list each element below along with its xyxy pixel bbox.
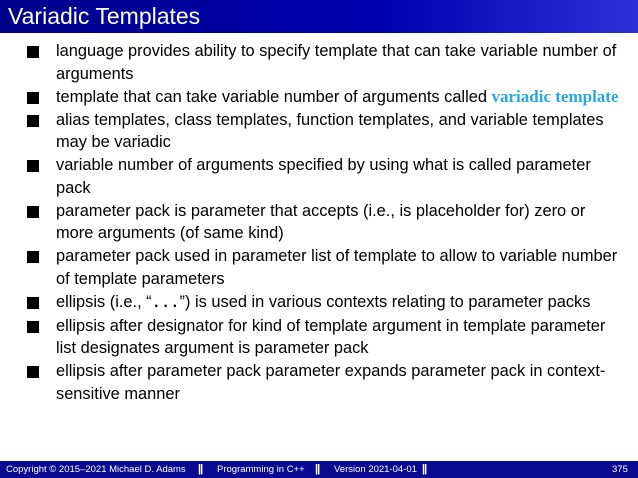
square-bullet-icon [27,92,39,104]
footer-separator: || [315,463,320,475]
bullet-text: language provides ability to specify template that can take variable number of arguments [56,42,617,83]
bullet-item [27,360,627,405]
bullet-item [27,109,627,154]
bullet-text: alias templates, class templates, function templates, and variable templates may be variadic [56,110,604,151]
footer-version: Version 2021-04-01 [334,464,417,475]
square-bullet-icon [27,115,39,127]
bullet-text: parameter pack used in parameter list of template to allow to variable number of template parameters [56,247,618,288]
ellipsis-code: ... [151,293,180,312]
bullet-item [27,291,627,315]
bullet-item [27,86,627,109]
square-bullet-icon [27,46,39,58]
square-bullet-icon [27,366,39,378]
bullet-item [27,315,627,360]
bullet-item [27,154,627,199]
bullet-item [27,40,627,85]
bullet-text: variable number of arguments specified by using what is called parameter pack [56,156,591,197]
bullet-text: ellipsis (i.e., “ [56,292,152,311]
footer-course: Programming in C++ [217,464,305,475]
square-bullet-icon [27,321,39,333]
bullet-text: parameter pack is parameter that accepts (i.e., is placeholder for) zero or more arguments (of same kind) [56,201,586,242]
square-bullet-icon [27,297,39,309]
bullet-text: ellipsis after parameter pack parameter expands parameter pack in context-sensitive manner [56,362,606,403]
footer-separator: || [198,463,203,475]
slide-title: Variadic Templates [8,3,201,29]
bullet-text: template that can take variable number of arguments called [56,87,492,106]
bullet-list [27,40,627,406]
bullet-item [27,200,627,245]
square-bullet-icon [27,160,39,172]
square-bullet-icon [27,251,39,263]
title-bar [0,0,638,33]
square-bullet-icon [27,206,39,218]
footer-page-number: 375 [612,464,628,475]
bullet-item [27,245,627,290]
keyword-variadic-template: variadic template [491,86,619,106]
footer-copyright: Copyright © 2015–2021 Michael D. Adams [6,464,186,475]
bullet-text: ellipsis after designator for kind of template argument in template parameter list designates argument is parameter pack [56,316,606,357]
footer-separator: || [422,463,427,475]
footer-bar [0,461,638,478]
bullet-text: ”) is used in various contexts relating to parameter packs [179,292,591,311]
